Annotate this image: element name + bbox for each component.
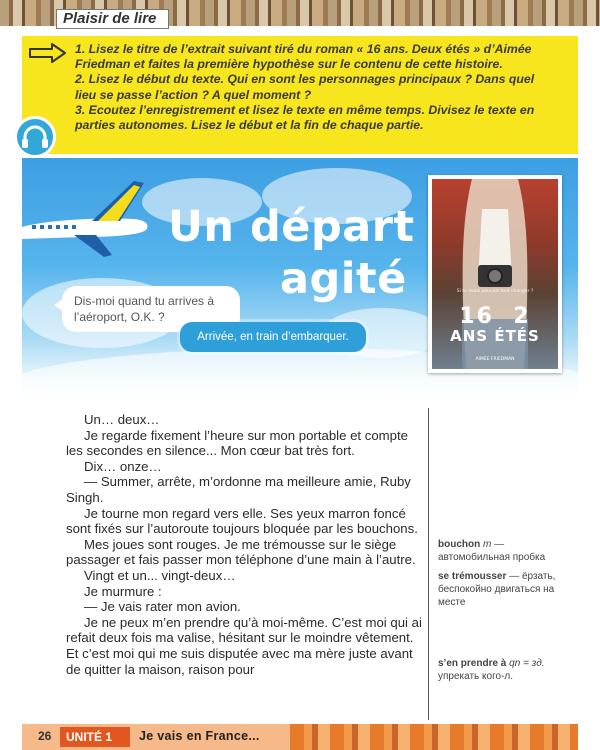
instruction-item: 1. Lisez le titre de l’extrait suivant tiré du roman « 16 ans. Deux étés » d’Aimée Friedman et faites la première hypothèse sur le contenu de cette histoire. — [75, 42, 532, 72]
paragraph: — Summer, arrête, m’ordonne ma meilleure amie, Ruby Singh. — [66, 474, 411, 505]
paragraph: Dix… onze… — [84, 458, 162, 474]
message-bubble-incoming: Dis-moi quand tu arrives à l’aéroport, O.K. ? — [62, 286, 240, 332]
headphones-icon — [14, 116, 56, 158]
instructions-text — [75, 42, 555, 133]
glossary-entry: s’en prendre à qn = зд. упрекать кого-л. — [438, 658, 545, 682]
paragraph: Je tourne mon regard vers elle. Ses yeux marron foncé sont fixés sur l’autoroute toujours bloquée par les bouchons. — [66, 505, 418, 537]
glossary-entry: se trémousser — ёрзать, беспокойно двигаться на месте — [438, 571, 556, 608]
column-divider — [428, 408, 429, 720]
unit-badge: UNITÉ 1 — [60, 727, 130, 747]
arrow-right-icon — [28, 42, 68, 64]
section-label: Plaisir de lire — [56, 9, 169, 29]
story-title-line2: agité — [280, 254, 407, 304]
paragraph: Mes joues sont rouges. Je me trémousse sur le siège passager et fais passer mon téléphone d’une main à l’autre. — [66, 536, 416, 568]
footer-stripes — [290, 724, 578, 750]
message-bubble-outgoing: Arrivée, en train d’embarquer. — [180, 322, 366, 352]
cover-number: 16 2 — [459, 304, 531, 329]
paragraph: Je murmure : — [84, 583, 162, 599]
story-text — [66, 412, 426, 677]
paragraph: Je regarde fixement l’heure sur mon portable et compte les secondes en silence... Mon cœur bat très fort. — [66, 427, 408, 459]
instruction-item: 3. Ecoutez l’enregistrement et lisez le texte en même temps. Divisez le texte en parties autonomes. Lisez le début et la fin de chaque partie. — [75, 102, 535, 133]
book-cover — [428, 175, 562, 373]
story-title: Un départ — [168, 202, 415, 252]
glossary-entry: bouchon m — автомобильная пробка — [438, 539, 546, 563]
page-number: 26 — [38, 729, 52, 743]
paragraph: Je ne peux m’en prendre qu’à moi-même. C’est moi qui ai refait deux fois ma valise, hésitant sur le moindre vêtement. Et c’est moi qui me suis disputée avec ma mère juste avant de quitter la maison, raison pour — [66, 614, 422, 677]
unit-title: Je vais en France... — [139, 729, 260, 743]
cover-tagline: Si tu avais pouvais tout changer ? — [456, 289, 534, 294]
cover-title: ANS ÉTÉS — [450, 327, 540, 345]
paragraph: Un… deux… — [84, 412, 160, 427]
instruction-item: 2. Lisez le début du texte. Qui en sont les personnages principaux ? Dans quel lieu se passe l’action ? A quel moment ? — [75, 72, 535, 102]
paragraph: Vingt et un... vingt-deux… — [84, 567, 236, 583]
cover-author: AIMÉE FRIEDMAN — [475, 357, 515, 362]
paragraph: — Je vais rater mon avion. — [84, 599, 241, 615]
airplane-icon — [22, 175, 152, 265]
